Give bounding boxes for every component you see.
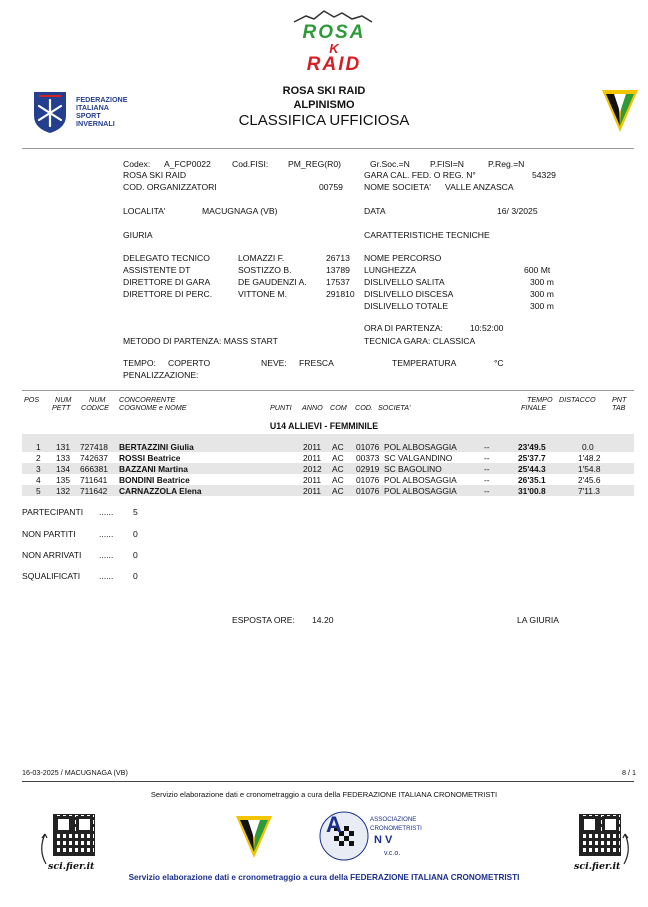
assoc-suffix: v.c.o.: [384, 850, 401, 857]
result-societa: POL ALBOSAGGIA: [384, 475, 457, 485]
header-tempo-2: FINALE: [521, 403, 547, 412]
table-row: [22, 442, 634, 453]
table-row: [22, 464, 634, 475]
result-cod: 01076: [356, 475, 380, 485]
course-value-4: 300 m: [530, 289, 554, 299]
summary-dots: ......: [99, 529, 114, 539]
associazione-cronometristi-logo: [318, 808, 430, 866]
official-code-4: 291810: [326, 289, 355, 299]
classification-type: CLASSIFICA UFFICIOSA: [238, 112, 410, 129]
result-pos: 2: [36, 453, 41, 463]
giuria-label: GIURIA: [123, 230, 153, 240]
assoc-line-2: CRONOMETRISTI: [370, 825, 422, 832]
codfisi-value: PM_REG(R0): [288, 159, 342, 169]
tempo-label: TEMPO:: [123, 358, 156, 368]
table-row: [22, 475, 634, 486]
result-anno: 2012: [303, 464, 322, 474]
gara-cal-label: GARA CAL. FED. O REG. N°: [364, 170, 476, 180]
course-value-2: 600 Mt: [524, 265, 551, 275]
neve-value: FRESCA: [299, 358, 334, 368]
race-name: ROSA SKI RAID: [123, 170, 187, 180]
result-cod: 02919: [356, 464, 380, 474]
result-tempo: 23'49.5: [518, 442, 546, 452]
result-cod: 00373: [356, 453, 380, 463]
result-dash: --: [484, 453, 490, 463]
temperatura-unit: °C: [494, 358, 504, 368]
result-tempo: 25'37.7: [518, 453, 546, 463]
footer-service-banner: Servizio elaborazione dati e cronometraggio a cura della FEDERAZIONE ITALIANA CRONOMETRISTI: [128, 873, 520, 882]
result-tempo: 26'35.1: [518, 475, 546, 485]
giuria-signature: LA GIURIA: [517, 615, 560, 625]
result-pett: 133: [56, 453, 70, 463]
result-pos: 3: [36, 464, 41, 474]
header-anno: ANNO: [302, 403, 323, 412]
fic-logo-bottom: [234, 812, 274, 865]
metodo-partenza: METODO DI PARTENZA: MASS START: [123, 336, 278, 346]
info-divider: [22, 390, 634, 391]
result-dash: --: [484, 442, 490, 452]
footer-service-text: Servizio elaborazione dati e cronometraggio a cura della FEDERAZIONE ITALIANA CRONOMETRISTI: [150, 790, 498, 799]
header-num-pett-1: NUM: [55, 395, 72, 404]
fisi-name-line-2: ITALIANA: [76, 103, 110, 112]
course-value-3: 300 m: [530, 277, 554, 287]
fic-shield-icon: [234, 812, 274, 860]
header-concorrente-1: CONCORRENTE: [119, 395, 176, 404]
data-label: DATA: [364, 206, 386, 216]
pfisi-flag: P.FISI=N: [430, 159, 464, 169]
header-num-codice-2: CODICE: [81, 403, 109, 412]
result-pett: 131: [56, 442, 70, 452]
localita-value: MACUGNAGA (VB): [202, 206, 278, 216]
result-name: BAZZANI Martina: [119, 464, 188, 474]
course-label-2: LUNGHEZZA: [364, 265, 417, 275]
result-societa: SC VALGANDINO: [384, 453, 453, 463]
cod-org-label: COD. ORGANIZZATORI: [123, 182, 217, 192]
summary-label: NON ARRIVATI: [22, 550, 82, 560]
tempo-value: COPERTO: [168, 358, 211, 368]
result-distacco: 2'45.6: [578, 475, 601, 485]
official-role-4: DIRETTORE DI PERC.: [123, 289, 213, 299]
header-societa: SOCIETA': [378, 403, 411, 412]
footer-divider: [22, 781, 634, 782]
localita-label: LOCALITA': [123, 206, 166, 216]
official-role-2: ASSISTENTE DT: [123, 265, 191, 275]
summary-value: 5: [133, 507, 138, 517]
result-com: AC: [332, 442, 344, 452]
fisi-name-line-1: FEDERAZIONE: [76, 95, 128, 104]
header-num-codice-1: NUM: [89, 395, 106, 404]
codex-value: A_FCP0022: [164, 159, 211, 169]
result-dash: --: [484, 486, 490, 496]
result-tempo: 31'00.8: [518, 486, 546, 496]
summary-value: 0: [133, 571, 138, 581]
result-name: BONDINI Beatrice: [119, 475, 190, 485]
result-cod: 01076: [356, 486, 380, 496]
header-num-pett-2: PETT: [52, 403, 71, 412]
result-societa: POL ALBOSAGGIA: [384, 486, 457, 496]
qr-code-right[interactable]: [579, 814, 621, 856]
curved-arrow-left-icon: [36, 830, 48, 866]
category-band: [22, 434, 634, 441]
codex-label: Codex:: [123, 159, 151, 169]
result-distacco: 7'11.3: [578, 486, 600, 496]
cod-org-value: 00759: [319, 182, 343, 192]
esposta-label: ESPOSTA ORE:: [232, 615, 295, 625]
result-name: ROSSI Beatrice: [119, 453, 181, 463]
course-label-3: DISLIVELLO SALITA: [364, 277, 445, 287]
result-dash: --: [484, 464, 490, 474]
neve-label: NEVE:: [261, 358, 287, 368]
official-name-3: DE GAUDENZI A.: [238, 277, 307, 287]
result-com: AC: [332, 475, 344, 485]
result-societa: POL ALBOSAGGIA: [384, 442, 457, 452]
assoc-line-1: ASSOCIAZIONE: [370, 816, 417, 823]
rosa-ski-raid-logo: [280, 8, 384, 78]
qr-caption-left: sci.fier.it: [48, 861, 95, 872]
grsoc-flag: Gr.Soc.=N: [370, 159, 410, 169]
result-societa: SC BAGOLINO: [384, 464, 442, 474]
summary-dots: ......: [99, 571, 114, 581]
official-code-2: 13789: [326, 265, 350, 275]
result-com: AC: [332, 464, 344, 474]
discipline-title: ALPINISMO: [293, 99, 355, 111]
header-pos: POS: [24, 395, 40, 404]
result-anno: 2011: [303, 453, 322, 463]
result-cod: 01076: [356, 442, 380, 452]
official-role-3: DIRETTORE DI GARA: [123, 277, 211, 287]
result-com: AC: [332, 453, 344, 463]
curved-arrow-right-icon: [622, 830, 634, 866]
rosa-wordmark: ROSA: [302, 22, 366, 43]
tecnica-gara: TECNICA GARA: CLASSICA: [364, 336, 476, 346]
ora-partenza-value: 10:52:00: [470, 323, 504, 333]
penalizzazione-label: PENALIZZAZIONE:: [123, 370, 199, 380]
result-anno: 2011: [303, 475, 322, 485]
result-codice: 742637: [80, 453, 108, 463]
result-name: BERTAZZINI Giulia: [119, 442, 194, 452]
result-anno: 2011: [303, 442, 322, 452]
result-tempo: 25'44.3: [518, 464, 546, 474]
table-row: [22, 486, 634, 497]
raid-wordmark: RAID: [306, 54, 362, 75]
result-distacco: 1'48.2: [578, 453, 601, 463]
result-codice: 666381: [80, 464, 108, 474]
fisi-name-line-4: INVERNALI: [76, 119, 115, 128]
result-distacco: 0.0: [582, 442, 594, 452]
header-com: COM: [330, 403, 347, 412]
category-title: U14 ALLIEVI - FEMMINILE: [269, 421, 379, 431]
esposta-value: 14.20: [312, 615, 334, 625]
official-code-3: 17537: [326, 277, 350, 287]
result-pos: 4: [36, 475, 41, 485]
official-name-1: LOMAZZI F.: [238, 253, 285, 263]
header-pnt-1: PNT: [612, 395, 627, 404]
summary-label: SQUALIFICATI: [22, 571, 81, 581]
temperatura-label: TEMPERATURA: [392, 358, 457, 368]
result-pos: 1: [36, 442, 41, 452]
course-label-4: DISLIVELLO DISCESA: [364, 289, 454, 299]
qr-code-left[interactable]: [53, 814, 95, 856]
summary-label: PARTECIPANTI: [22, 507, 84, 517]
table-row: [22, 453, 634, 464]
official-code-1: 26713: [326, 253, 350, 263]
gara-cal-value: 54329: [532, 170, 556, 180]
ski-wordmark: K: [329, 41, 339, 56]
fisi-name-line-3: SPORT: [76, 111, 101, 120]
official-name-4: VITTONE M.: [238, 289, 288, 299]
result-pett: 135: [56, 475, 70, 485]
header-distacco: DISTACCO: [559, 395, 596, 404]
summary-dots: ......: [99, 507, 114, 517]
societa-value: VALLE ANZASCA: [445, 182, 514, 192]
result-dash: --: [484, 475, 490, 485]
result-com: AC: [332, 486, 344, 496]
course-label-5: DISLIVELLO TOTALE: [364, 301, 449, 311]
header-concorrente-2: COGNOME e NOME: [119, 403, 187, 412]
result-codice: 711642: [80, 486, 108, 496]
header-divider: [22, 148, 634, 149]
header-punti: PUNTI: [270, 403, 292, 412]
summary-value: 0: [133, 550, 138, 560]
preg-flag: P.Reg.=N: [488, 159, 525, 169]
qr-caption-right: sci.fier.it: [574, 861, 621, 872]
result-name: CARNAZZOLA Elena: [119, 486, 202, 496]
course-value-5: 300 m: [530, 301, 554, 311]
header-cod: COD.: [355, 403, 373, 412]
result-codice: 727418: [80, 442, 108, 452]
ora-partenza-label: ORA DI PARTENZA:: [364, 323, 443, 333]
result-codice: 711641: [80, 475, 108, 485]
data-value: 16/ 3/2025: [497, 206, 538, 216]
summary-dots: ......: [99, 550, 114, 560]
official-name-2: SOSTIZZO B.: [238, 265, 292, 275]
summary-value: 0: [133, 529, 138, 539]
assoc-initial: A: [326, 812, 342, 837]
official-role-1: DELEGATO TECNICO: [123, 253, 210, 263]
result-pett: 134: [56, 464, 70, 474]
header-tempo-1: TEMPO: [527, 395, 553, 404]
result-pett: 132: [56, 486, 70, 496]
summary-label: NON PARTITI: [22, 529, 76, 539]
result-anno: 2011: [303, 486, 322, 496]
societa-label: NOME SOCIETA': [364, 182, 431, 192]
assoc-letters: N V: [374, 834, 393, 846]
caratteristiche-label: CARATTERISTICHE TECNICHE: [364, 230, 490, 240]
course-label-1: NOME PERCORSO: [364, 253, 442, 263]
event-title: ROSA SKI RAID: [282, 85, 366, 97]
result-distacco: 1'54.8: [578, 464, 601, 474]
footer-page-number: 8 / 1: [622, 768, 636, 777]
result-pos: 5: [36, 486, 41, 496]
header-pnt-2: TAB: [612, 403, 626, 412]
codfisi-label: Cod.FISI:: [232, 159, 269, 169]
footer-date-location: 16-03-2025 / MACUGNAGA (VB): [22, 768, 128, 777]
